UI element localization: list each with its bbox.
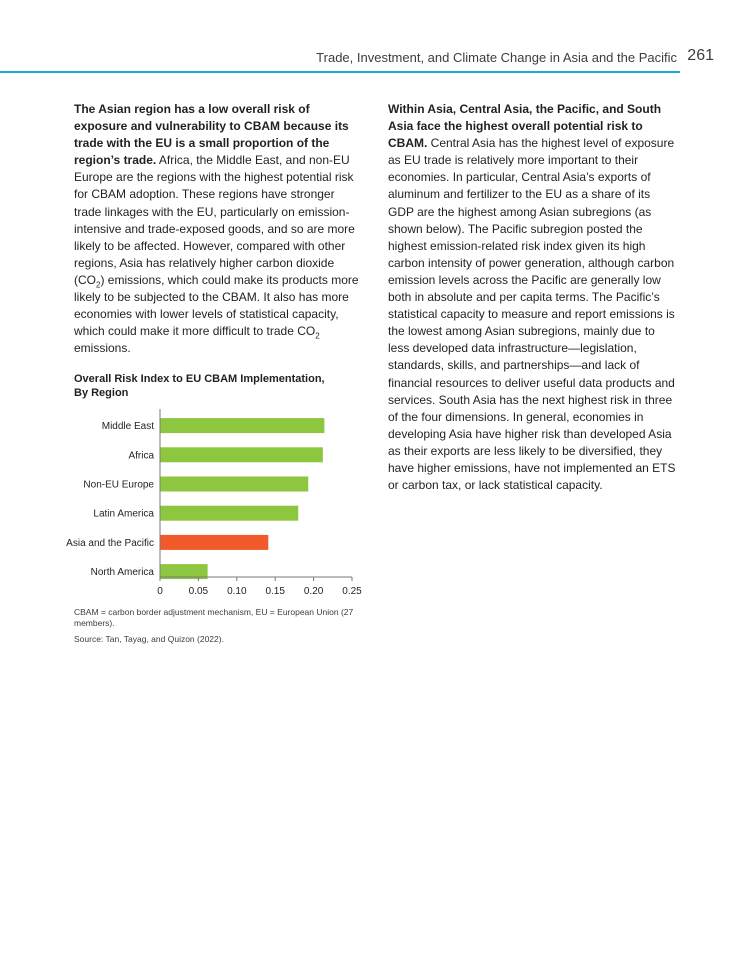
x-tick-label-1: 0.05 <box>188 586 209 597</box>
x-tick-label-2: 0.10 <box>227 586 247 597</box>
header-rule <box>0 71 680 73</box>
category-label-0: Middle East <box>101 421 154 433</box>
x-tick-label-5: 0.25 <box>342 586 362 597</box>
left-sub-2: 2 <box>315 331 320 341</box>
bar-1 <box>160 447 323 462</box>
bar-4 <box>160 535 268 550</box>
right-body: Central Asia has the highest level of exposure as EU trade is relatively more important to their economies. In particular, Central Asia’s exports of aluminum and fertilizer to the EU as a share of its GDP are the highest among Asian subregions (as shown below). The Pacific subregion posted the highest emission-related risk index given its high carbon intensity of power generation, although carbon emission levels across the Pacific are generally low both in absolute and per capita terms. The Pacific’s statistical capacity to measure and report emissions is the lowest among Asian subregions, mainly due to less developed data infrastructure—legislation, standards, skills, and partnerships—and lack of financial resources to deliver useful data products and services. South Asia has the next highest risk in three of the four dimensions. In general, economies in developing Asia have higher risk than developed Asia as their exports are less likely to be diversified, they have higher emissions, have not implemented an ETS or carbon tax, or lack statistical capacity. <box>388 136 676 493</box>
right-lead: Within Asia, Central Asia, the Pacific, and South Asia face the highest overall potential risk to CBAM. <box>388 102 662 151</box>
right-paragraph <box>388 101 678 494</box>
bar-3 <box>160 506 298 521</box>
category-label-4: Asia and the Pacific <box>66 537 154 549</box>
figure-title <box>74 372 364 400</box>
right-column <box>388 101 678 494</box>
x-tick-label-4: 0.20 <box>303 586 324 597</box>
category-label-1: Africa <box>128 450 154 462</box>
figure-note: CBAM = carbon border adjustment mechanism, EU = European Union (27 members). <box>74 607 354 628</box>
bar-2 <box>160 477 308 492</box>
category-label-3: Latin America <box>93 508 154 520</box>
x-tick-label-3: 0.15 <box>265 586 285 597</box>
page-number: 261 <box>687 47 714 64</box>
risk-index-chart <box>0 400 380 605</box>
left-body-2: ) emissions, which could make its products more likely to be subjected to the CBAM. It also has more economies with lower levels of statistical capacity, which could make it more difficult to trade CO <box>74 272 359 339</box>
left-lead: The Asian region has a low overall risk of exposure and vulnerability to CBAM because its trade with the EU is a small proportion of the region’s trade. <box>74 102 349 168</box>
category-label-2: Non-EU Europe <box>83 479 154 491</box>
left-body-1: Africa, the Middle East, and non-EU Europe are the regions with the highest potential risk for CBAM adoption. These regions have stronger trade linkages with the EU, particularly on emission-intensive and trade-exposed goods, and so are more likely to be affected. However, compared with other regions, Asia has relatively higher carbon dioxide (CO <box>74 153 355 287</box>
figure-title-line2: By Region <box>74 387 129 399</box>
x-tick-label-0: 0 <box>157 586 163 597</box>
figure-source: Source: Tan, Tayag, and Quizon (2022). <box>74 634 224 644</box>
category-label-5: North America <box>90 567 154 579</box>
left-paragraph <box>74 101 364 357</box>
running-title: Trade, Investment, and Climate Change in Asia and the Pacific <box>316 50 677 65</box>
bar-0 <box>160 418 324 433</box>
left-body-3: emissions. <box>74 341 131 356</box>
left-sub-1: 2 <box>96 280 101 290</box>
figure-title-line1: Overall Risk Index to EU CBAM Implementation, <box>74 373 325 385</box>
left-column <box>74 101 364 357</box>
